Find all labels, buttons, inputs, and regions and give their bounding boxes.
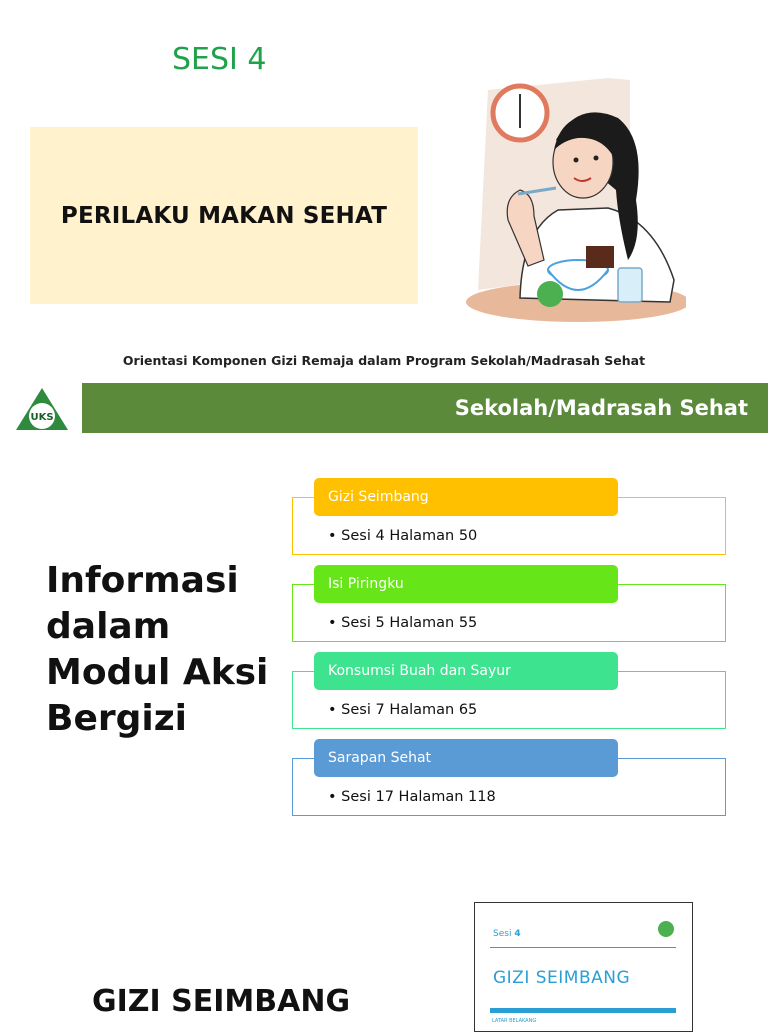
subtitle: Orientasi Komponen Gizi Remaja dalam Program Sekolah/Madrasah Sehat [122,353,646,368]
info-heading: Informasi dalam Modul Aksi Bergizi [46,560,269,739]
book-session-number: 4 [514,929,521,939]
banner-text: Sekolah/Madrasah Sehat [454,396,748,420]
module-info-text: • Sesi 17 Halaman 118 [328,789,496,805]
module-info-tag: Sarapan Sehat [314,739,618,777]
book-session-label [493,929,521,939]
module-info-text: • Sesi 5 Halaman 55 [328,615,478,631]
book-divider [490,947,676,948]
book-bar [490,1008,676,1013]
uks-logo-icon [14,386,70,432]
module-info-tag: Gizi Seimbang [314,478,618,516]
module-info-text: • Sesi 7 Halaman 65 [328,702,478,718]
book-small-text: LATAR BELAKANG [492,1018,537,1024]
gizi-seimbang-heading: GIZI SEIMBANG [92,984,351,1019]
slide-title: PERILAKU MAKAN SEHAT [60,202,388,229]
session-label: SESI 4 [172,42,267,77]
girl-eating-illustration [458,70,686,326]
module-info-text: • Sesi 4 Halaman 50 [328,528,478,544]
book-title: GIZI SEIMBANG [493,968,631,988]
module-info-tag: Konsumsi Buah dan Sayur [314,652,618,690]
uks-logo-text: UKS [30,412,54,423]
book-session-prefix: Sesi [493,929,512,939]
title-box [30,127,418,304]
book-tree-icon [658,921,674,937]
module-info-tag: Isi Piringku [314,565,618,603]
